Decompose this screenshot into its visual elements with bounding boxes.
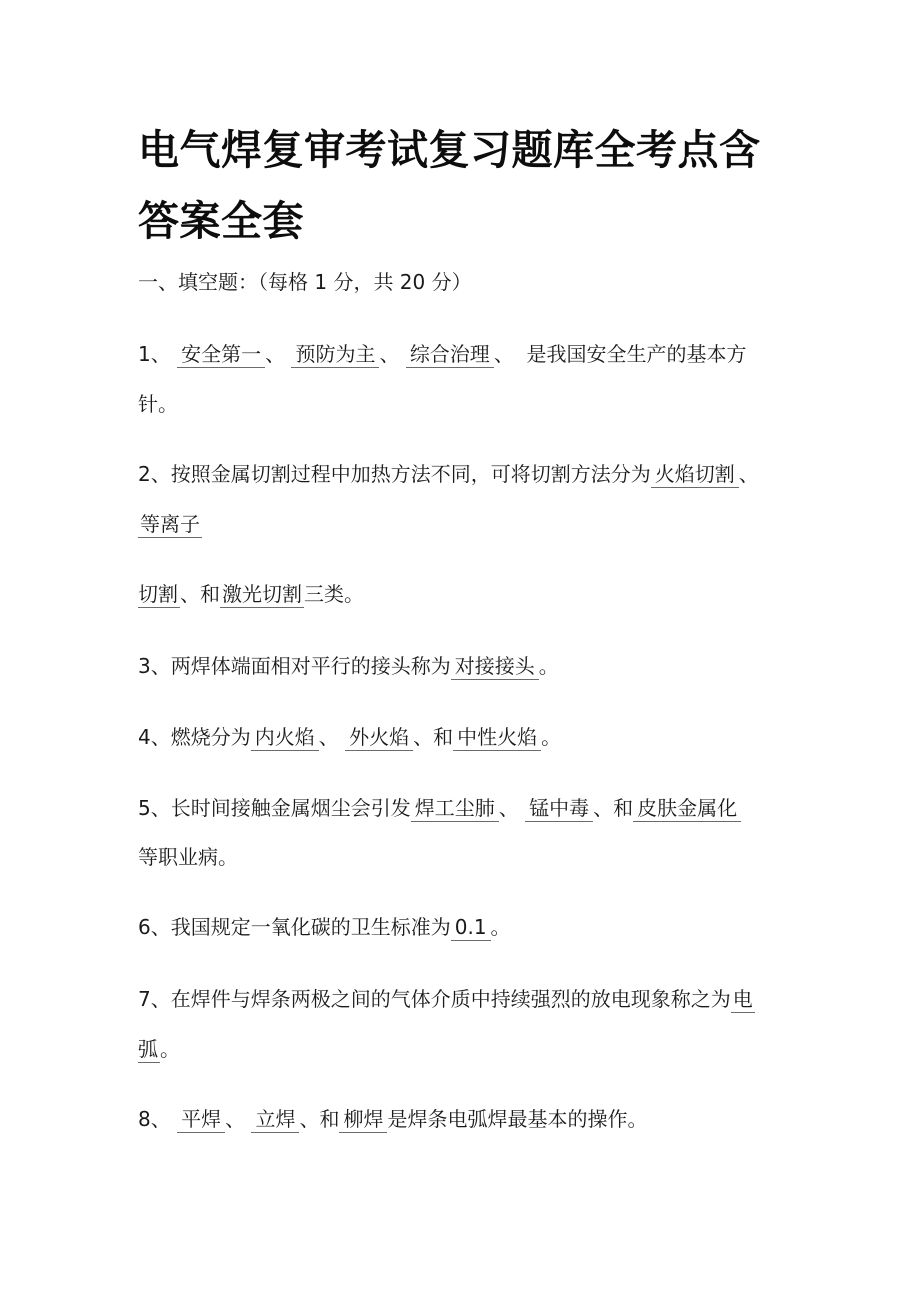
- question-2-line-3: [138, 584, 364, 608]
- separator: 。: [490, 915, 511, 939]
- document-title-line-1: 电气焊复审考试复习题库全考点含: [138, 126, 761, 174]
- question-text: 三类。: [304, 582, 364, 606]
- question-2: [138, 464, 759, 488]
- question-text: 在焊件与焊条两极之间的气体介质中持续强烈的放电现象称之为: [170, 987, 731, 1011]
- question-7-continued: [138, 1039, 180, 1063]
- question-number: 2、: [138, 462, 171, 486]
- question-7: [138, 989, 755, 1013]
- document-title-line-2: 答案全套: [138, 197, 304, 245]
- answer-blank: 平焊: [177, 1109, 225, 1133]
- answer-blank: 0.1: [451, 917, 491, 941]
- answer-blank: 对接接头: [451, 656, 539, 680]
- answer-blank: 柳焊: [339, 1109, 387, 1133]
- question-4: [138, 727, 561, 751]
- answer-blank: 等离子: [140, 512, 200, 536]
- question-number: 4、: [138, 725, 171, 749]
- separator: 、: [379, 342, 400, 366]
- answer-blank: 内火焰: [251, 727, 319, 751]
- answer-blank: 焊工尘肺: [411, 798, 499, 822]
- question-1-continued: 针。: [138, 392, 178, 416]
- section-heading: 一、填空题：（每格 1 分，共 20 分）: [138, 270, 472, 294]
- separator: 。: [541, 725, 562, 749]
- question-text: 燃烧分为: [170, 725, 251, 749]
- question-3: [138, 656, 559, 680]
- answer-blank: 切割: [138, 582, 178, 606]
- answer-blank: 综合治理: [406, 344, 494, 368]
- answer-blank: 预防为主: [291, 344, 379, 368]
- question-number: 5、: [138, 796, 171, 820]
- separator: 、: [265, 342, 286, 366]
- question-text: 我国规定一氧化碳的卫生标准为: [170, 915, 451, 939]
- question-5-continued: 等职业病。: [138, 845, 238, 869]
- question-number: 3、: [138, 654, 171, 678]
- separator: 、: [493, 342, 514, 366]
- separator: 、和: [413, 725, 454, 749]
- separator: 。: [160, 1037, 180, 1061]
- separator: 、: [498, 796, 519, 820]
- answer-blank: 火焰切割: [651, 464, 739, 488]
- separator: 、和: [593, 796, 634, 820]
- question-2-line-2: [138, 514, 202, 538]
- separator: 、: [318, 725, 339, 749]
- separator: 。: [538, 654, 559, 678]
- answer-blank: 安全第一: [177, 344, 265, 368]
- question-text: 是我国安全生产的基本方: [526, 342, 747, 366]
- question-text: 两焊体端面相对平行的接头称为: [170, 654, 451, 678]
- question-number: 8、: [138, 1107, 171, 1131]
- separator: 、和: [299, 1107, 340, 1131]
- answer-blank: 电: [732, 987, 753, 1011]
- answer-blank: 外火焰: [345, 727, 413, 751]
- answer-blank: 皮肤金属化: [633, 798, 741, 822]
- question-8: [138, 1109, 647, 1133]
- separator: 、: [738, 462, 759, 486]
- question-1: [138, 344, 747, 368]
- answer-blank: 立焊: [251, 1109, 299, 1133]
- question-text: 长时间接触金属烟尘会引发: [170, 796, 411, 820]
- question-number: 1、: [138, 342, 171, 366]
- question-text: 按照金属切割过程中加热方法不同，可将切割方法分为: [170, 462, 651, 486]
- question-text: 是焊条电弧焊最基本的操作。: [387, 1107, 648, 1131]
- answer-blank: 激光切割: [222, 582, 302, 606]
- separator: 、: [225, 1107, 246, 1131]
- question-number: 6、: [138, 915, 171, 939]
- separator: 、和: [180, 582, 220, 606]
- question-6: [138, 917, 511, 941]
- answer-blank: 弧: [138, 1037, 158, 1061]
- question-number: 7、: [138, 987, 171, 1011]
- answer-blank: 中性火焰: [453, 727, 541, 751]
- question-5: [138, 798, 741, 822]
- answer-blank: 锰中毒: [525, 798, 593, 822]
